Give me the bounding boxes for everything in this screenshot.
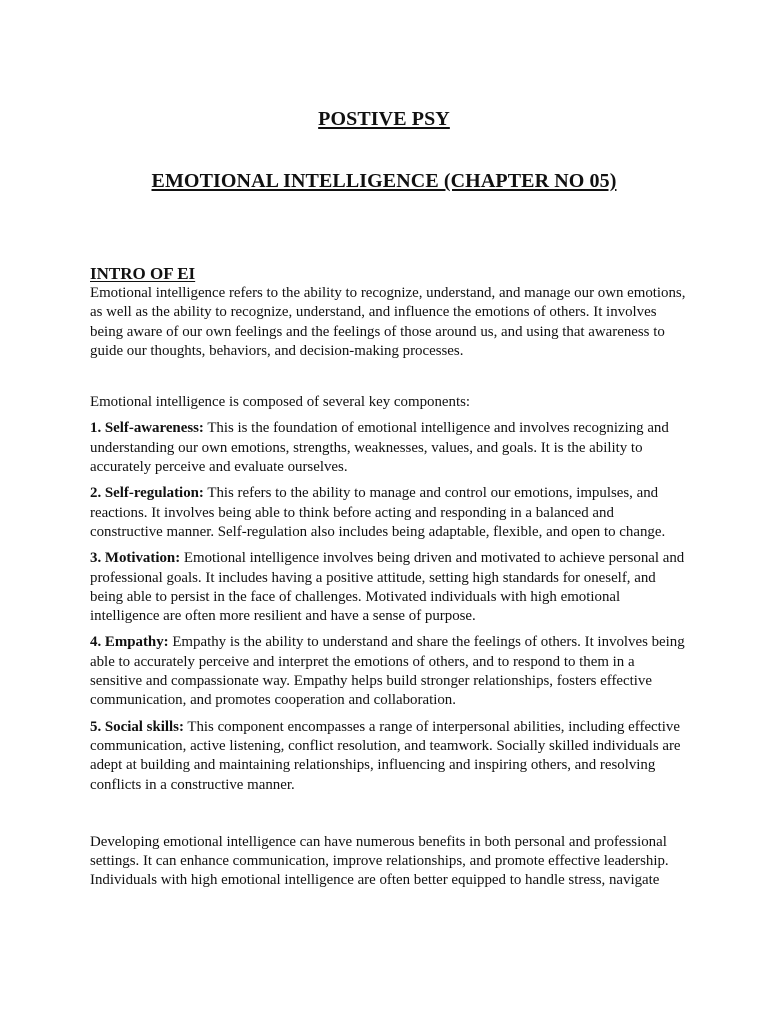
spacer xyxy=(90,542,690,549)
component-self-regulation xyxy=(90,484,690,542)
intro-paragraph: Emotional intelligence refers to the ability to recognize, understand, and manage our own emotions, as well as the ability to recognize, understand, and influence the emotions of others. It involves being aware of our own feelings and the feelings of those around us, and using that awareness to guide our thoughts, behaviors, and decision-making processes. xyxy=(90,285,686,359)
closing-paragraph: Developing emotional intelligence can have numerous benefits in both personal and professional settings. It can enhance communication, improve relationships, and promote effective leadership. Individuals with high emotional intelligence are often better equipped to handle stress, navigate xyxy=(90,833,669,889)
spacer xyxy=(90,626,690,633)
spacer xyxy=(90,711,690,718)
component-text: Empathy is the ability to understand and share the feelings of others. It involves being able to accurately perceive and interpret the emotions of others, and to respond to them in a sensitive and compassionate way. Empathy helps build stronger relationships, fosters effective communication, and promotes cooperation and collaboration. xyxy=(90,634,685,709)
spacer xyxy=(90,412,690,419)
component-text: This component encompasses a range of interpersonal abilities, including effective communication, active listening, conflict resolution, and teamwork. Socially skilled individuals are adept at building and maintaining relationships, influencing and inspiring others, and resolving conflicts in a constructive manner. xyxy=(90,718,681,793)
component-label: 5. Social skills: xyxy=(90,718,184,735)
component-label: 4. Empathy: xyxy=(90,634,169,651)
component-label: 1. Self-awareness: xyxy=(90,420,204,437)
components-intro: Emotional intelligence is composed of several key components: xyxy=(90,394,471,411)
chapter-title: EMOTIONAL INTELLIGENCE (CHAPTER NO 05) xyxy=(151,170,617,192)
spacer xyxy=(90,795,690,833)
component-motivation xyxy=(90,549,690,626)
component-label: 3. Motivation: xyxy=(90,550,181,567)
document-body xyxy=(90,264,690,891)
component-social-skills xyxy=(90,718,690,795)
component-text: Emotional intelligence involves being driven and motivated to achieve personal and professional goals. It includes having a positive attitude, setting high standards for oneself, and being able to persist in the face of challenges. Motivated individuals with high emotional intelligence are often more resilient and have a sense of purpose. xyxy=(90,550,685,625)
page-title: POSTIVE PSY xyxy=(318,108,450,130)
section-heading: INTRO OF EI xyxy=(90,264,196,283)
spacer xyxy=(90,361,690,393)
component-label: 2. Self-regulation: xyxy=(90,485,204,502)
component-text: This refers to the ability to manage and control our emotions, impulses, and reactions. It involves being able to think before acting and responding in a balanced and constructive manner. Self-regulation also includes being adaptable, flexible, and open to change. xyxy=(90,485,666,540)
component-self-awareness xyxy=(90,419,690,477)
component-text: This is the foundation of emotional intelligence and involves recognizing and understanding our own emotions, strengths, weaknesses, values, and goals. It is the ability to accurately perceive and evaluate ourselves. xyxy=(90,420,669,476)
component-empathy xyxy=(90,633,690,710)
spacer xyxy=(90,477,690,484)
